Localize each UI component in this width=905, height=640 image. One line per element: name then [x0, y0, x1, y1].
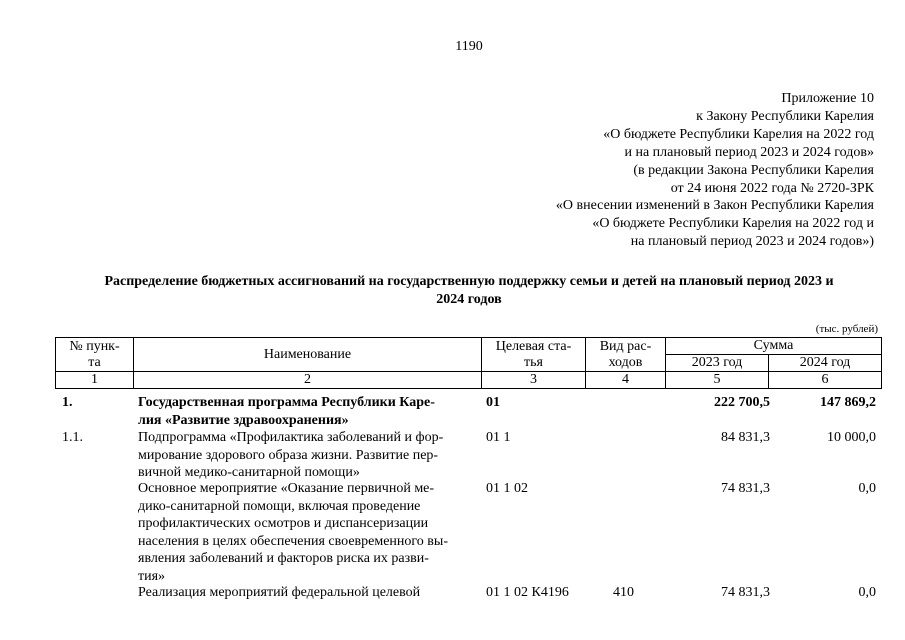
- title-line: Распределение бюджетных ассигнований на государственную поддержку семьи и детей на плановый период 2023 и: [104, 274, 834, 289]
- row-2-2023: 84 831,3: [721, 430, 770, 445]
- row-1-num: 1.: [62, 395, 73, 410]
- column-number: 6: [769, 372, 882, 389]
- page-number: 1190: [455, 39, 483, 54]
- appendix-line: (в редакции Закона Республики Карелия: [633, 162, 874, 178]
- row-4-2023: 74 831,3: [721, 585, 770, 600]
- appendix-line: от 24 июня 2022 года № 2720-ЗРК: [670, 180, 874, 196]
- header-2023: 2023 год: [666, 355, 769, 372]
- row-2-target: 01 1: [486, 430, 511, 445]
- row-3-target: 01 1 02: [486, 481, 528, 496]
- row-1-name: Государственная программа Республики Каре- лия «Развитие здравоохранения»: [138, 395, 435, 428]
- row-4-vid: 410: [613, 585, 634, 600]
- header-sum: Сумма: [666, 338, 882, 355]
- header-2024: 2024 год: [769, 355, 882, 372]
- header-target: Целевая ста- тья: [482, 338, 586, 372]
- column-number: 3: [482, 372, 586, 389]
- column-number: 4: [586, 372, 666, 389]
- header-vid: Вид рас- ходов: [586, 338, 666, 372]
- row-2-2024: 10 000,0: [827, 430, 876, 445]
- header-name: Наименование: [134, 338, 482, 372]
- table-header: [55, 337, 882, 389]
- row-1-2023: 222 700,5: [714, 395, 770, 410]
- appendix-line: «О бюджете Республики Карелия на 2022 год: [603, 126, 874, 142]
- header-num: № пунк- та: [56, 338, 134, 372]
- document-title: [60, 273, 878, 309]
- units-note: (тыс. рублей): [815, 323, 878, 335]
- row-4-name: Реализация мероприятий федеральной целевой: [138, 585, 421, 600]
- appendix-line: к Закону Республики Карелия: [696, 108, 874, 124]
- row-3-2023: 74 831,3: [721, 481, 770, 496]
- row-2-num: 1.1.: [62, 430, 83, 445]
- column-number: 2: [134, 372, 482, 389]
- appendix-note: [556, 90, 874, 251]
- appendix-line: на плановый период 2023 и 2024 годов»): [630, 234, 874, 250]
- row-2-name: Подпрограмма «Профилактика заболеваний и фор- мирование здорового образа жизни. Развитие пер- вичной медико-санитарной помощи»: [138, 430, 444, 480]
- appendix-line: и на плановый период 2023 и 2024 годов»: [624, 144, 874, 160]
- title-line: 2024 годов: [436, 292, 502, 307]
- appendix-line: Приложение 10: [781, 91, 874, 106]
- row-4-2024: 0,0: [858, 585, 876, 600]
- row-1-target: 01: [486, 395, 500, 410]
- row-3-name: Основное мероприятие «Оказание первичной ме- дико-санитарной помощи, включая проведение профилактических осмотров и диспансеризации населения в целях обеспечения своевременного вы- явления заболеваний и факторов риска их разви- тия»: [138, 481, 448, 584]
- appendix-line: «О бюджете Республики Карелия на 2022 год и: [592, 216, 874, 232]
- row-3-2024: 0,0: [858, 481, 876, 496]
- row-1-2024: 147 869,2: [820, 395, 876, 410]
- appendix-line: «О внесении изменений в Закон Республики Карелия: [555, 198, 874, 214]
- row-4-target: 01 1 02 К4196: [486, 585, 569, 600]
- column-number: 5: [666, 372, 769, 389]
- column-number: 1: [56, 372, 134, 389]
